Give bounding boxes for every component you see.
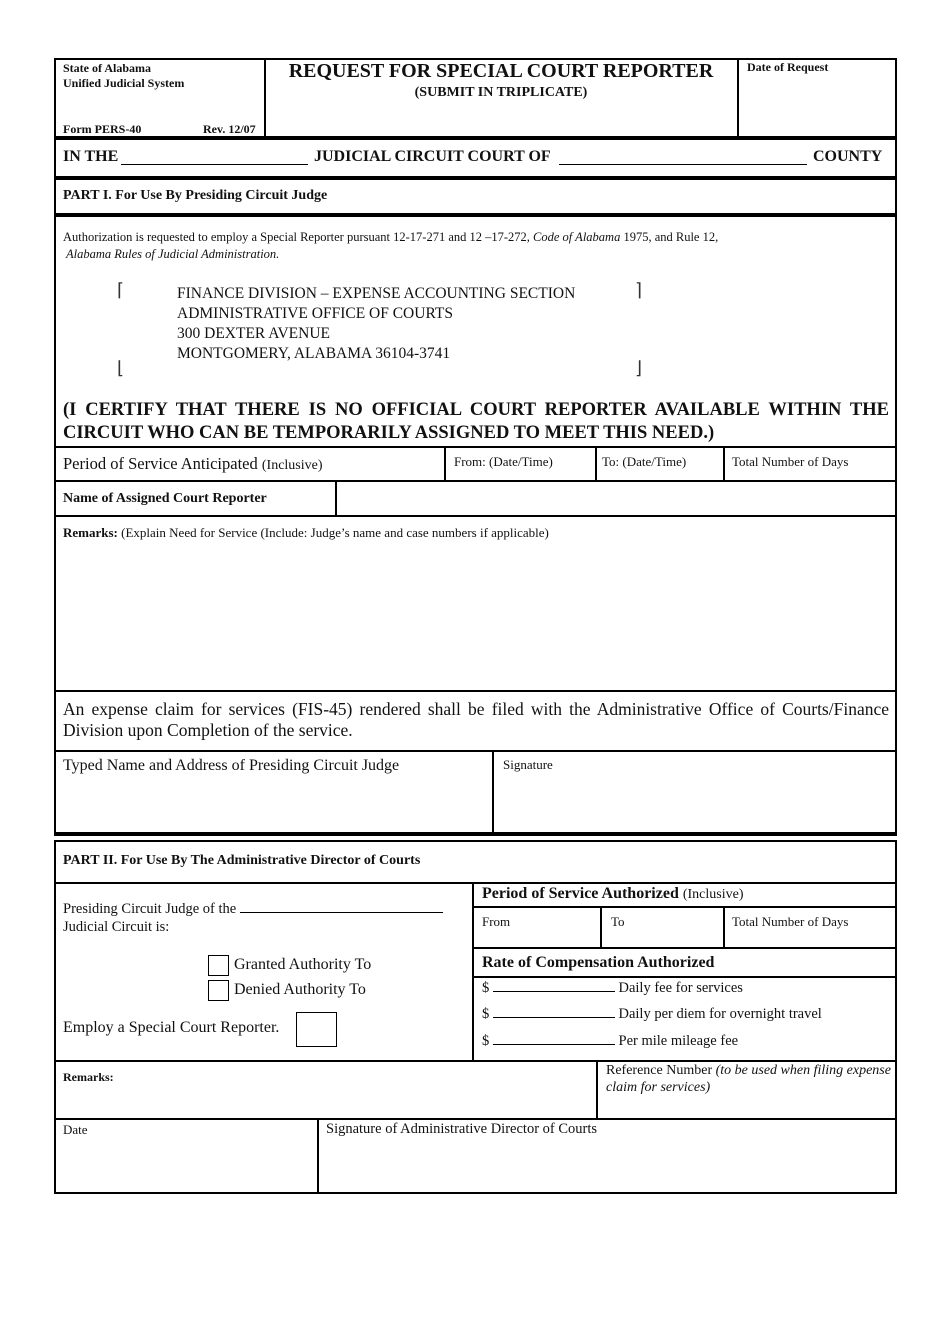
- state-name: State of Alabama: [63, 61, 151, 75]
- auth-rules: Alabama Rules of Judicial Administration.: [66, 247, 280, 261]
- reference-number-field[interactable]: [600, 1098, 893, 1116]
- reference-hint: (to be used when filing expense claim for services): [606, 1063, 891, 1095]
- address-bracket-br: ⌋: [635, 358, 643, 379]
- period-authorized-divider-1: [600, 906, 602, 948]
- rate-label: Rate of Compensation Authorized: [482, 954, 715, 971]
- expense-statement: An expense claim for services (FIS-45) rendered shall be filed with the Administrative Office of Courts/Finance Division upon Completion of the service.: [63, 699, 889, 740]
- granted-checkbox[interactable]: [208, 955, 229, 976]
- total-days-label: Total Number of Days: [732, 454, 849, 469]
- system-name: Unified Judicial System: [63, 76, 185, 90]
- mileage-currency: $: [482, 1033, 490, 1049]
- to-date-label: To: (Date/Time): [602, 454, 687, 469]
- address-line-1: FINANCE DIVISION – EXPENSE ACCOUNTING SECTION: [177, 285, 576, 302]
- mileage-field[interactable]: [493, 1032, 615, 1045]
- circuit-number-field[interactable]: [121, 148, 308, 165]
- part2-remarks-divider: [596, 1060, 598, 1120]
- remarks-field[interactable]: [60, 546, 890, 686]
- per-diem-field[interactable]: [493, 1005, 615, 1018]
- per-diem-currency: $: [482, 1006, 490, 1022]
- total-days-field[interactable]: [726, 471, 894, 480]
- address-bracket-tr: ⌉: [635, 280, 643, 301]
- date-of-request-label: Date of Request: [747, 60, 829, 74]
- judge-signature-double-rule: [54, 832, 897, 834]
- part2-decision-divider: [472, 882, 474, 1062]
- date-of-request-field[interactable]: [742, 78, 892, 132]
- period-authorized-rule-top: [472, 906, 897, 908]
- mileage-row: [482, 1032, 738, 1050]
- granted-label: Granted Authority To: [234, 956, 372, 973]
- authorization-text: [63, 230, 883, 245]
- remarks-hint: (Explain Need for Service (Include: Judge’s name and case numbers if applicable): [121, 525, 549, 540]
- daily-fee-row: [482, 979, 743, 997]
- auth-total-days-field[interactable]: [726, 930, 894, 945]
- period-divider-2: [595, 446, 597, 482]
- reference-number-label: [606, 1062, 891, 1096]
- signature-label: Signature: [503, 757, 553, 772]
- judge-signature-divider: [492, 750, 494, 836]
- period-divider-3: [723, 446, 725, 482]
- judge-signature-field[interactable]: [497, 778, 893, 828]
- period-authorized-inclusive: (Inclusive): [682, 887, 744, 902]
- reference-label-text: Reference Number: [606, 1063, 713, 1078]
- period-authorized-label: [482, 885, 744, 903]
- period-inclusive: (Inclusive): [261, 458, 323, 473]
- remarks-label-line: [63, 525, 549, 541]
- address-bracket-tl: ⌈: [117, 280, 125, 301]
- certification-statement: (I CERTIFY THAT THERE IS NO OFFICIAL COURT REPORTER AVAILABLE WITHIN THE CIRCUIT WHO CAN BE TEMPORARILY ASSIGNED TO MEET THIS NEED.): [63, 400, 889, 443]
- address-line-2: ADMINISTRATIVE OFFICE OF COURTS: [177, 305, 453, 322]
- county-name-field[interactable]: [559, 148, 807, 165]
- auth-code: Code of Alabama: [533, 230, 621, 244]
- auth-from-label: From: [482, 914, 511, 929]
- auth-text-2: 1975, and Rule 12,: [623, 230, 719, 244]
- part2-remarks-field[interactable]: [60, 1086, 592, 1116]
- auth-text-1: Authorization is requested to employ a Special Reporter pursuant 12-17-271 and 12 –17-272,: [63, 230, 530, 244]
- period-authorized-rule-bottom: [472, 947, 897, 949]
- period-authorized-text: Period of Service Authorized: [482, 885, 679, 902]
- auth-to-label: To: [611, 914, 625, 929]
- from-date-label: From: (Date/Time): [454, 454, 553, 469]
- per-diem-label: Daily per diem for overnight travel: [618, 1006, 822, 1022]
- rate-rule: [472, 976, 897, 978]
- denied-checkbox[interactable]: [208, 980, 229, 1001]
- period-anticipated-text: Period of Service Anticipated: [63, 454, 258, 473]
- daily-fee-field[interactable]: [493, 979, 615, 992]
- auth-from-field[interactable]: [475, 930, 597, 945]
- period-anticipated-label: [63, 454, 323, 474]
- date-field[interactable]: [60, 1140, 313, 1190]
- address-line-4: MONTGOMERY, ALABAMA 36104-3741: [177, 345, 451, 362]
- date-label: Date: [63, 1122, 88, 1137]
- part2-remarks-label: Remarks:: [63, 1070, 114, 1084]
- per-diem-row: [482, 1005, 822, 1023]
- daily-fee-currency: $: [482, 980, 490, 996]
- judge-name-field[interactable]: [60, 778, 488, 828]
- form-revision: Rev. 12/07: [203, 122, 256, 136]
- presiding-label-1: Presiding Circuit Judge of the: [63, 901, 237, 917]
- auth-total-days-label: Total Number of Days: [732, 914, 849, 929]
- from-date-field[interactable]: [447, 471, 593, 480]
- judge-name-label: Typed Name and Address of Presiding Circuit Judge: [63, 757, 400, 774]
- remarks-label: Remarks:: [63, 525, 118, 540]
- reporter-label: Name of Assigned Court Reporter: [63, 491, 267, 506]
- director-divider: [317, 1118, 319, 1194]
- form-number: Form PERS-40: [63, 122, 142, 136]
- daily-fee-label: Daily fee for services: [618, 980, 743, 996]
- presiding-label-2: Judicial Circuit is:: [63, 919, 170, 935]
- period-authorized-divider-2: [723, 906, 725, 948]
- form-title: REQUEST FOR SPECIAL COURT REPORTER: [288, 60, 714, 82]
- director-signature-label: Signature of Administrative Director of Courts: [326, 1121, 598, 1137]
- part2-heading: PART II. For Use By The Administrative Director of Courts: [63, 853, 421, 868]
- director-signature-field[interactable]: [322, 1140, 893, 1190]
- mileage-label: Per mile mileage fee: [618, 1033, 739, 1049]
- judicial-circuit-label: JUDICIAL CIRCUIT COURT OF: [314, 148, 551, 165]
- presiding-judge-label: [63, 900, 443, 936]
- in-the-label: IN THE: [63, 148, 119, 165]
- to-date-field[interactable]: [598, 471, 721, 480]
- part1-heading: PART I. For Use By Presiding Circuit Judge: [63, 188, 328, 203]
- address-bracket-bl: ⌊: [117, 358, 125, 379]
- address-line-3: 300 DEXTER AVENUE: [177, 325, 330, 342]
- employ-label: Employ a Special Court Reporter.: [63, 1019, 280, 1036]
- denied-label: Denied Authority To: [234, 981, 366, 998]
- period-divider-1: [444, 446, 446, 482]
- mailing-address: [177, 284, 575, 364]
- form-subtitle: (SUBMIT IN TRIPLICATE): [414, 85, 588, 100]
- reporter-name-field[interactable]: [339, 484, 891, 513]
- presiding-circuit-field[interactable]: [240, 900, 443, 913]
- county-label: COUNTY: [813, 148, 883, 165]
- header-divider-right: [737, 58, 739, 138]
- employ-checkbox[interactable]: [296, 1012, 337, 1047]
- reporter-divider: [335, 480, 337, 517]
- auth-to-field[interactable]: [603, 930, 721, 945]
